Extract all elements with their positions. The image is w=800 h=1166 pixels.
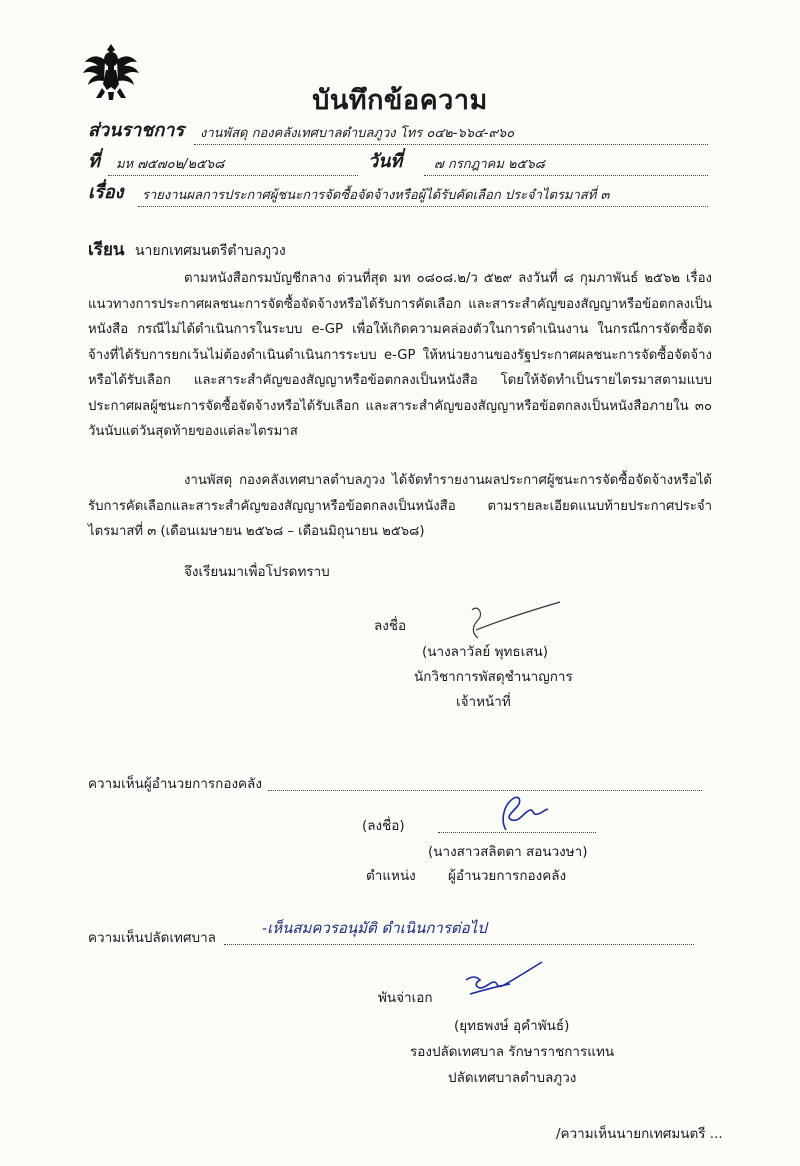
signer1-position: นักวิชาการพัสดุชำนาญการ [414, 669, 573, 685]
reference-dotted-line [108, 175, 358, 176]
reference-row [88, 153, 708, 179]
finance-opinion-label: ความเห็นผู้อำนวยการกองคลัง [88, 776, 262, 792]
finance-sign-label: (ลงชื่อ) [362, 818, 405, 834]
reference-label: ที่ [88, 151, 100, 172]
date-dotted-line [424, 175, 708, 176]
agency-dotted-line [194, 144, 708, 145]
finance-position-label: ตำแหน่ง [366, 868, 416, 884]
signature-3-icon [456, 960, 546, 1000]
agency-value: งานพัสดุ กองคลังเทศบาลตำบลภูวง โทร ๐๔๒-๖๖๔-๙๖๐ [200, 126, 515, 141]
salutation-label: เรียน [88, 240, 125, 260]
clerk-position: รองปลัดเทศบาล รักษาราชการแทน [410, 1044, 615, 1060]
body-paragraph-1: ตามหนังสือกรมบัญชีกลาง ด่วนที่สุด มท ๐๘๐๘.๒/ว ๕๒๙ ลงวันที่ ๘ กุมภาพันธ์ ๒๕๖๒ เรื่องแนวทางการประกาศผลชนะการจัดซื้อจัดจ้างหรือได้รับการคัดเลือก และสาระสำคัญของสัญญาหรือข้อตกลงเป็นหนังสือ กรณีไม่ได้ดำเนินการในระบบ e-GP เพื่อให้เกิดความคล่องตัวในการดำเนินงาน ในกรณีการจัดซื้อจัดจ้างที่ได้รับการยกเว้นไม่ต้องดำเนินดำเนินการระบบ e-GP ให้หน่วยงานของรัฐประกาศผลชนะการจัดซื้อจัดจ้างหรือได้รับเลือก และสาระสำคัญของสัญญาหรือข้อตกลงเป็นหนังสือ โดยให้จัดทำเป็นรายไตรมาสตามแบบประกาศผลผู้ชนะการจัดซื้อจัดจ้างหรือได้รับเลือก และสาระสำคัญของสัญญาหรือข้อตกลงเป็นหนังสือภายใน ๓๐ วันนับแต่วันสุดท้ายของแต่ละไตรมาส [88, 271, 712, 439]
finance-position: ผู้อำนวยการกองคลัง [448, 868, 567, 884]
signer1-role: เจ้าหน้าที่ [456, 694, 511, 710]
subject-row [88, 184, 708, 210]
agency-label: ส่วนราชการ [88, 120, 185, 141]
signature-1-icon [456, 600, 566, 644]
clerk-handwritten-comment: -เห็นสมควรอนุมัติ ดำเนินการต่อไป [262, 919, 487, 937]
salutation-value: นายกเทศมนตรีตำบลภูวง [134, 243, 286, 259]
subject-dotted-line [138, 206, 708, 207]
finance-name: (นางสาวสลิตตา สอนวงษา) [428, 844, 588, 860]
date-label: วันที่ [368, 151, 403, 172]
clerk-rank: พันจ่าเอก [378, 990, 433, 1006]
continued-note: /ความเห็นนายกเทศมนตรี ... [556, 1126, 723, 1142]
clerk-opinion-label: ความเห็นปลัดเทศบาล [88, 930, 216, 946]
reference-value: มห ๗๕๗๐๒/๒๕๖๘ [116, 157, 225, 172]
salutation [88, 236, 286, 263]
body-paragraph-2: งานพัสดุ กองคลังเทศบาลตำบลภูวง ได้จัดทำรายงานผลประกาศผู้ชนะการจัดซื้อจัดจ้างหรือได้รับการคัดเลือกและสาระสำคัญของสัญญาหรือข้อตกลงเป็นหนังสือ ตามรายละเอียดแนบท้ายประกาศประจำไตรมาสที่ ๓ (เดือนเมษายน ๒๕๖๘ – เดือนมิถุนายน ๒๕๖๘) [88, 473, 712, 539]
clerk-name: (ยุทธพงษ์ อุคำพันธ์) [454, 1018, 570, 1034]
closing-line: จึงเรียนมาเพื่อโปรดทราบ [184, 564, 330, 580]
agency-row [88, 122, 708, 148]
signer1-name: (นางลาวัลย์ พุทธเสน) [422, 644, 548, 660]
signer1-sign-label: ลงชื่อ [374, 618, 407, 634]
page-title: บันทึกข้อความ [312, 85, 488, 116]
clerk-opinion-dotted-line [224, 944, 694, 945]
subject-label: เรื่อง [88, 182, 124, 203]
signature-2-icon [484, 790, 554, 836]
clerk-position-2: ปลัดเทศบาลตำบลภูวง [448, 1070, 577, 1086]
date-value: ๗ กรกฎาคม ๒๕๖๘ [434, 157, 545, 172]
subject-value: รายงานผลการประกาศผู้ชนะการจัดซื้อจัดจ้างหรือผู้ได้รับคัดเลือก ประจำไตรมาสที่ ๓ [142, 188, 610, 203]
